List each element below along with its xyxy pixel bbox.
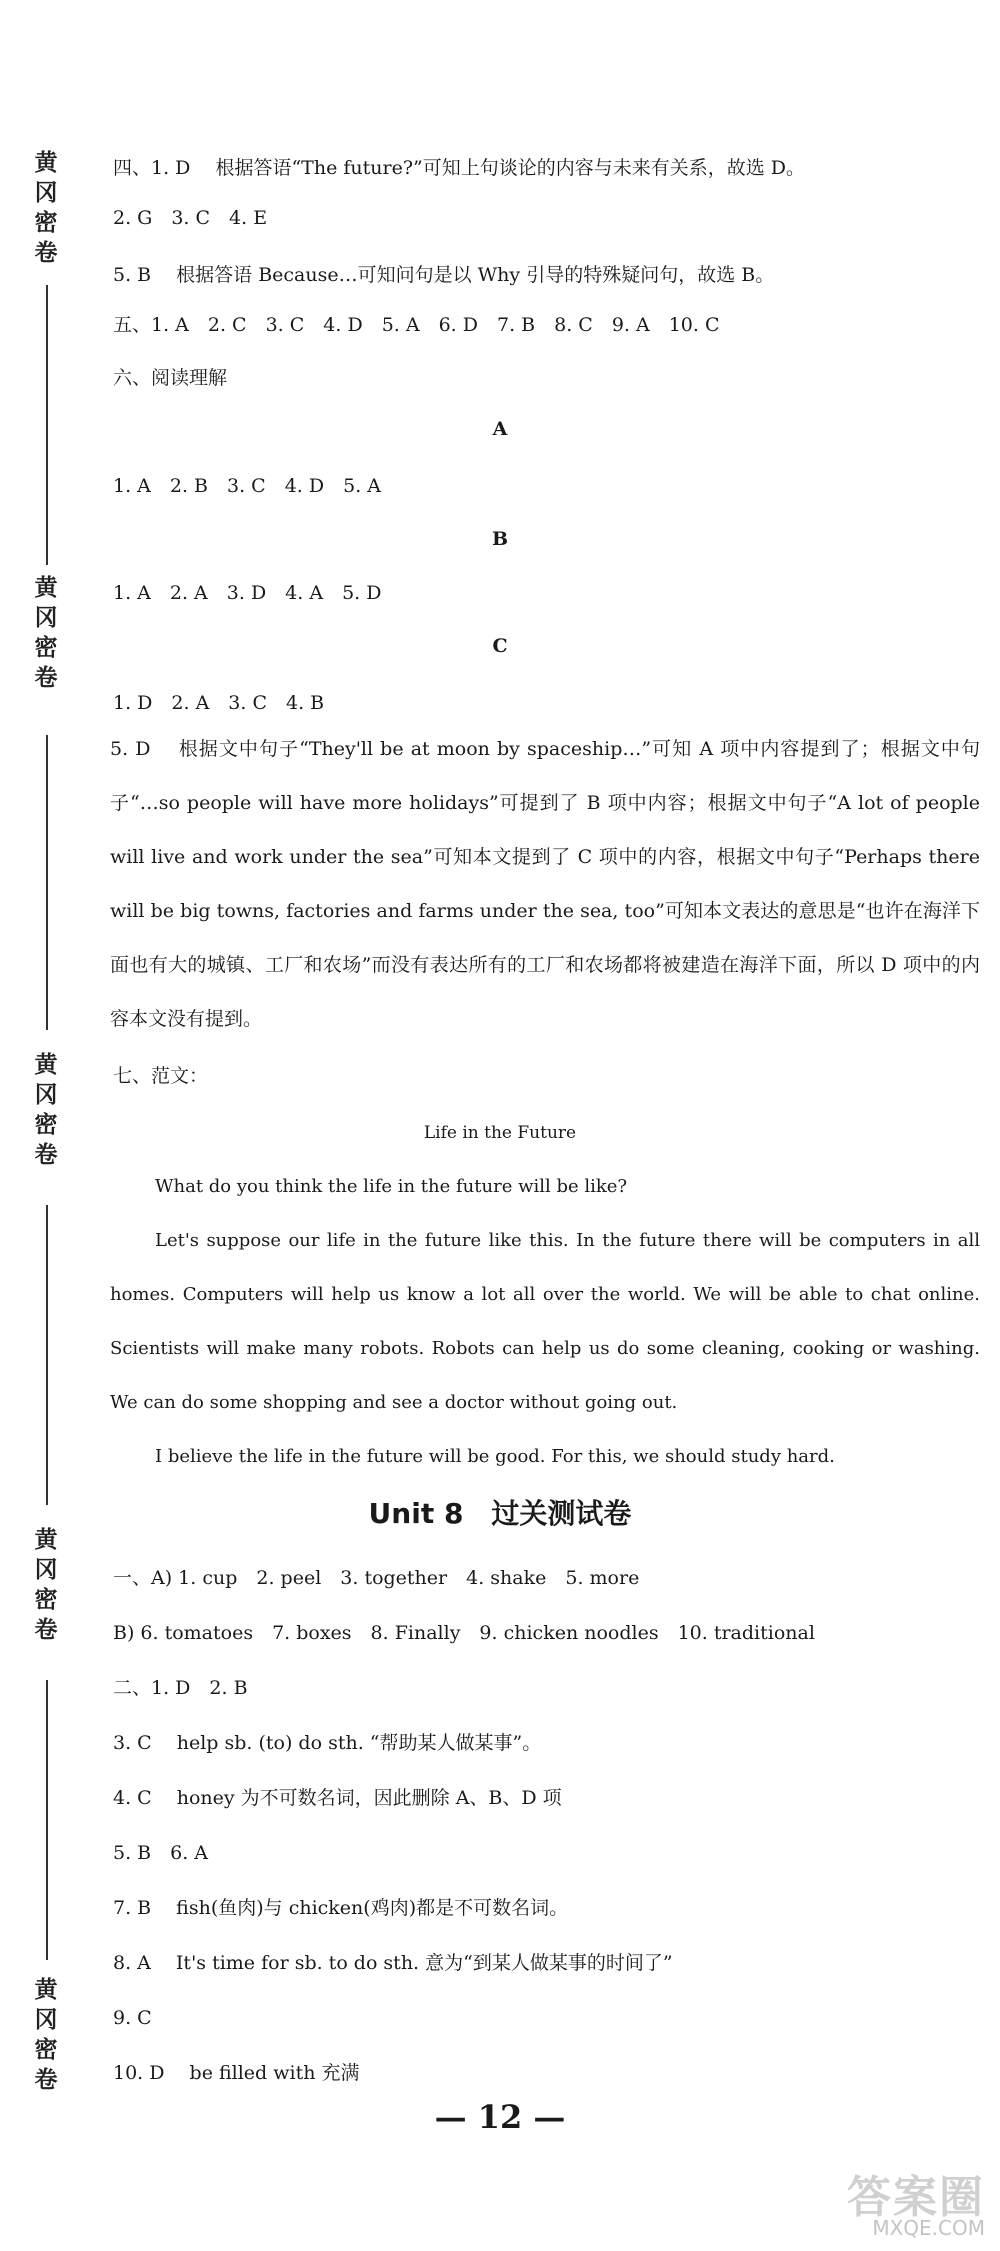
reading-b-answers: 1. A 2. A 3. D 4. A 5. D (113, 582, 382, 604)
essay-paragraph-3: I believe the life in the future will be good. For this, we should study hard. (155, 1446, 835, 1467)
side-label-1: 黄冈密卷 (34, 150, 58, 266)
reading-b-title: B (491, 528, 509, 550)
reading-c5-explanation: 5. D 根据文中句子“They'll be at moon by spaceship…”可知 A 项中内容提到了；根据文中句子“…so people will have more holidays”可提到了 B 项中内容；根据文中句子“A lot of people will live and work under the sea”可知本文提到了 C 项中的内容，根据文中句子“Perhaps there will be big towns, factories and farms under the sea, too”可知本文表达的意思是“也许在海洋下面也有大的城镇、工厂和农场”而没有表达所有的工厂和农场都将被建造在海洋下面，所以 D 项中的内容本文没有提到。 (110, 738, 980, 1030)
answer-line-5: 五、1. A 2. C 3. C 4. D 5. A 6. D 7. B 8. C 9. A 10. C (113, 314, 720, 336)
watermark-logo (847, 2172, 985, 2243)
answer-line-4-1: 四、1. D 根据答语“The future?”可知上句谈论的内容与未来有关系，故选 D。 (113, 157, 805, 179)
unit8-line-9: 9. C (113, 2007, 152, 2029)
section-6-heading: 六、阅读理解 (113, 367, 228, 389)
side-label-2: 黄冈密卷 (34, 575, 58, 691)
unit8-line-10: 10. D be filled with 充满 (113, 2062, 360, 2084)
unit8-line-4: 3. C help sb. (to) do sth. “帮助某人做某事”。 (113, 1732, 542, 1754)
writing-label: 七、范文： (113, 1065, 209, 1087)
unit8-line-2: B) 6. tomatoes 7. boxes 8. Finally 9. chicken noodles 10. traditional (113, 1622, 815, 1644)
unit8-line-7: 7. B fish(鱼肉)与 chicken(鸡肉)都是不可数名词。 (113, 1897, 569, 1919)
unit8-title: Unit 8 过关测试卷 (368, 1497, 632, 1530)
essay-paragraph-1: What do you think the life in the future will be like? (155, 1176, 628, 1197)
side-label-5: 黄冈密卷 (34, 1977, 58, 2093)
reading-c-title: C (492, 635, 508, 657)
essay-paragraph-2: Let's suppose our life in the future like this. In the future there will be computers in all homes. Computers will help us know a lot all over the world. We will be able to chat online. Scientists will make many robots. Robots can help us do some cleaning, cooking or washing. We can do some shopping and see a doctor without going out. (110, 1230, 980, 1413)
side-divider-2 (46, 735, 48, 1030)
answer-line-4-2: 2. G 3. C 4. E (113, 207, 268, 229)
essay-title: Life in the Future (423, 1123, 577, 1143)
side-label-4: 黄冈密卷 (34, 1527, 58, 1643)
side-divider-4 (46, 1680, 48, 1960)
watermark-big: 答案圈 (847, 2172, 985, 2223)
unit8-line-8: 8. A It's time for sb. to do sth. 意为“到某人做某事的时间了” (113, 1952, 673, 1974)
reading-a-title: A (492, 418, 508, 440)
unit8-line-6: 5. B 6. A (113, 1842, 209, 1864)
unit8-line-3: 二、1. D 2. B (113, 1677, 248, 1699)
reading-c-answers: 1. D 2. A 3. C 4. B (113, 692, 325, 714)
page-number: — 12 — (434, 2098, 566, 2136)
reading-a-answers: 1. A 2. B 3. C 4. D 5. A (113, 475, 382, 497)
unit8-line-1: 一、A) 1. cup 2. peel 3. together 4. shake 5. more (113, 1567, 640, 1589)
answer-line-4-5: 5. B 根据答语 Because…可知问句是以 Why 引导的特殊疑问句，故选 B。 (113, 264, 775, 286)
side-divider-3 (46, 1205, 48, 1505)
watermark-url: MXQE.COM (872, 2216, 985, 2240)
side-label-3: 黄冈密卷 (34, 1052, 58, 1168)
unit8-line-5: 4. C honey 为不可数名词，因此删除 A、B、D 项 (113, 1787, 562, 1809)
